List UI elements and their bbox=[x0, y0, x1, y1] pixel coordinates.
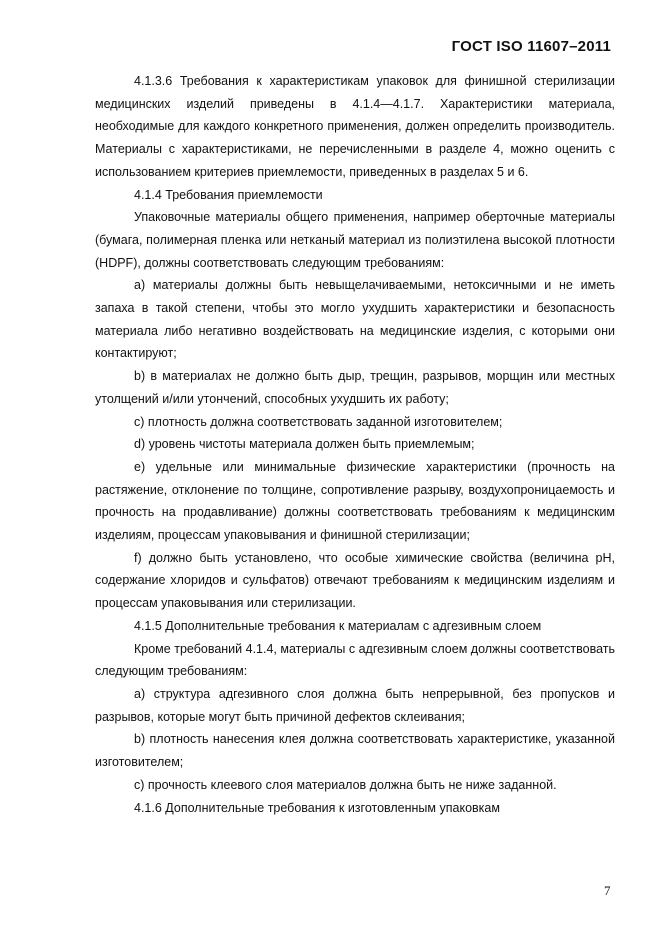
page-number: 7 bbox=[604, 883, 611, 898]
adhesive-list-item-c: c) прочность клеевого слоя материалов должна быть не ниже заданной. bbox=[134, 777, 557, 792]
list-item-a: a) материалы должны быть невыщелачиваемыми, нетоксичными и не иметь запаха в такой степени, чтобы это могло ухудшить характеристики и безопасность материала либо негативно воздействовать на медицинские изделия, с которыми они контактируют; bbox=[95, 278, 615, 361]
list-item-d: d) уровень чистоты материала должен быть приемлемым; bbox=[134, 437, 475, 452]
heading-4-1-4: 4.1.4 Требования приемлемости bbox=[134, 187, 323, 202]
adhesive-list-item-a: a) структура адгезивного слоя должна быть непрерывной, без пропусков и разрывов, которые могут быть причиной дефектов склеивания; bbox=[95, 686, 615, 724]
heading-4-1-5: 4.1.5 Дополнительные требования к материалам с адгезивным слоем bbox=[134, 618, 542, 633]
list-item-f: f) должно быть установлено, что особые химические свойства (величина pH, содержание хлоридов и сульфатов) отвечают требованиям к медицинским изделиям и процессам упаковывания или стерилизации. bbox=[95, 550, 615, 611]
list-item-e: e) удельные или минимальные физические характеристики (прочность на растяжение, отклонение по толщине, сопротивление разрыву, воздухопроницаемость и прочность на продавливание) должны соответствовать требованиям к медицинским изделиям, процессам упаковывания и финишной стерилизации; bbox=[95, 459, 615, 543]
paragraph-adhesive-materials: Кроме требований 4.1.4, материалы с адгезивным слоем должны соответствовать следующим требованиям: bbox=[95, 641, 615, 679]
list-item-c: c) плотность должна соответствовать заданной изготовителем; bbox=[134, 414, 503, 429]
document-body bbox=[95, 70, 615, 819]
heading-4-1-6: 4.1.6 Дополнительные требования к изготовленным упаковкам bbox=[134, 800, 500, 815]
list-item-b: b) в материалах не должно быть дыр, трещин, разрывов, морщин или местных утолщений и/или утончений, способных ухудшить их работу; bbox=[95, 369, 615, 406]
paragraph-packaging-materials: Упаковочные материалы общего применения, например оберточные материалы (бумага, полимерная пленка или нетканый материал из полиэтилена высокой плотности (HDPF), должны соответствовать следующим требованиям: bbox=[95, 210, 615, 270]
paragraph-4-1-3-6: 4.1.3.6 Требования к характеристикам упаковок для финишной стерилизации медицинских изделий приведены в 4.1.4—4.1.7. Характеристики материала, необходимые для каждого конкретного применения, должен определить производитель. Материалы с характеристиками, не перечисленными в разделе 4, можно оценить с использованием критериев приемлемости, приведенных в разделах 5 и 6. bbox=[95, 74, 615, 179]
document-header-code: ГОСТ ISO 11607–2011 bbox=[451, 38, 611, 55]
adhesive-list-item-b: b) плотность нанесения клея должна соответствовать характеристике, указанной изготовителем; bbox=[95, 732, 615, 770]
